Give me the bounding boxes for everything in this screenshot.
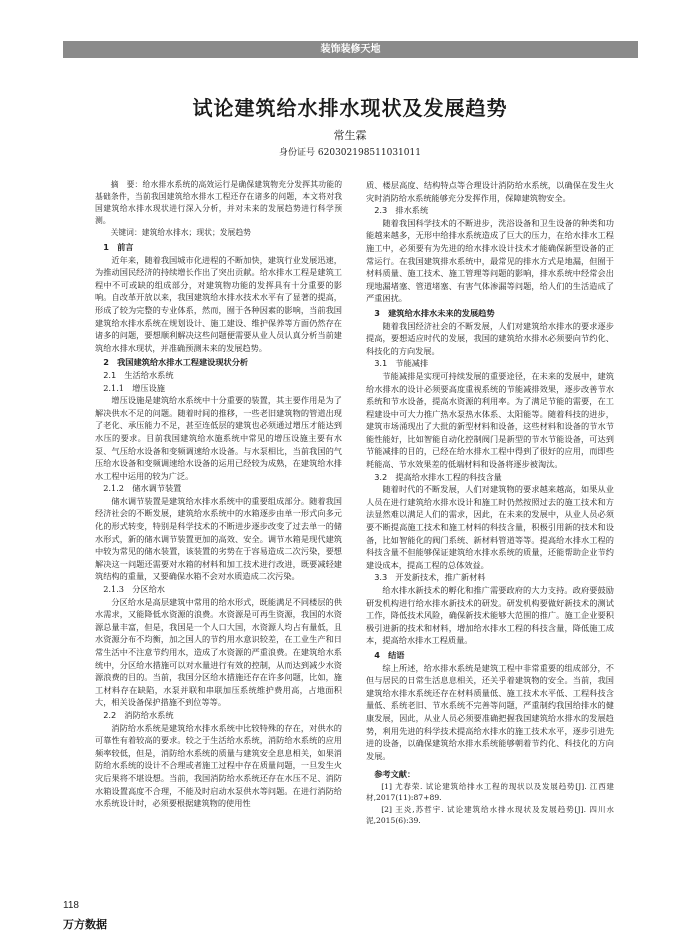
paragraph: 质、楼层高度、结构特点等合理设计消防给水系统，以确保在发生火灾时消防给水系统能够充分发挥作用，保障建筑物安全。 <box>366 180 614 203</box>
subsubsection-heading: 2.1.1 增压设施 <box>103 382 165 393</box>
paragraph: 随着时代的不断发展，人们对建筑物的要求越来越高，如果从业人员在进行建筑给水排水设计和施工时仍然按照过去的施工技术和方法显然难以满足人们的需求，因此，在未来的发展中，从业人员必须要不断提高施工技术和施工材料的科技含量，积极引用新的技术和设备，比如智能化的阀门系统、新材料管道等等。提高给水排水工程的科技含量不但能够保证建筑给水排水系统的质量，还能帮助企业节约建设成本，提高工程的总体效益。 <box>366 484 614 570</box>
paragraph: 储水调节装置是建筑给水排水系统中的重要组成部分。随着我国经济社会的不断发展，建筑给水系统中的水箱逐步由单一形式向多元化的形式转变，特别是科学技术的不断进步逐步改变了过去单一的储水形式，新的储水调节装置更加的高效、安全。调节水箱是现代建筑中较为常见的储水装置，该装置的劣势在于容易造成二次污染，要想解决这一问题还需要对水箱的材料和加工技术进行改进，既要减轻建筑结构的重量，又要确保水箱不会对水质造成二次污染。 <box>95 495 342 582</box>
publisher-logo: 万方数据 <box>63 918 107 931</box>
subsection-heading: 3.3 开发新技术，推广新材料 <box>374 572 486 583</box>
paragraph: 近年来，随着我国城市化进程的不断加快，建筑行业发展迅速，为推动国民经济的持续增长作出了突出贡献。给水排水工程是建筑工程中不可或缺的组成部分，对建筑物功能的发挥具有十分重要的影响。自改革开放以来，我国建筑给水排水技术水平有了显著的提高，形成了较为完整的专业体系，然而，囿于各种因素的影响，当前我国建筑给水排水系统在规划设计、施工建设、维护保养等方面仍然存在诸多的问题，要想顺利解决这些问题便需要从业人员认真分析当前建筑给水排水现状，并准确预测未来的发展趋势。 <box>95 254 342 353</box>
paragraph: 综上所述，给水排水系统是建筑工程中非常重要的组成部分，不但与居民的日常生活息息相关，还关乎着建筑物的安全。当前，我国建筑给水排水系统还存在材料质量低、施工技术水平低、工程科技含量低、系统老旧、节水系统不完善等问题，严重制约我国给排水的健康发展，因此，从业人员必须要准确把握我国建筑给水排水的发展趋势，利用先进的科学技术提高给水排水的施工技术水平，逐步引进先进的设备，以确保建筑给水排水系统能够朝着节约化、科技化的方向发展。 <box>366 662 614 761</box>
page-number: 118 <box>63 900 79 911</box>
subsubsection-heading: 2.1.2 储水调节装置 <box>103 483 182 494</box>
section-header: 装饰装修天地 <box>63 41 638 58</box>
paragraph: 增压设施是建筑给水系统中十分重要的装置，其主要作用是为了解决供水不足的问题。随着时间的推移，一些老旧建筑物的管道出现了老化、承压能力不足，甚至连低层的建筑也必须通过增压才能达到水压的要求。目前我国建筑给水施系统中常见的增压设施主要有水泵、气压给水设备和变频调速给水设备。与水泵相比，当前我国的气压给水设备和变频调速给水设备的运用已经较为成熟，在建筑给水排水工程中运用的较为广泛。 <box>95 395 342 481</box>
section-heading: 3 建筑给水排水未来的发展趋势 <box>374 307 495 318</box>
paragraph: 节能减排是实现可持续发展的重要途径，在未来的发展中，建筑给水排水的设计必须要高度重视系统的节能减排效果，逐步改善节水系统和节水设备，提高水资源的利用率。为了满足节能的需要，在工程建设中可大力推广热水泵热水体系、太阳能等。随着科技的进步，建筑市场涌现出了大批的新型材料和设备，这些材料和设备的节水节能性能好，比如智能自动化控制阀门是新型的节水节能设备，可达到节能减排的目的，已经在给水排水工程中得到了很好的应用，而即些耗能高、节水效果差的低端材料和设备将逐步被淘汰。 <box>366 370 614 470</box>
paragraph: 消防给水系统是建筑给水排水系统中比较特殊的存在，对供水的可靠性有着较高的要求。较之于生活给水系统，消防给水系统的应用频率较低，但是，消防给水系统的质量与建筑安全息息相关，如果消防给水系统的设计不合理或者施工过程中存在质量问题，一旦发生火灾后果将不堪设想。当前，我国消防给水系统还存在水压不足、消防水箱设置高度不合理，不能及时启动水泵供水等问题。在进行消防给水系统设计时，必须要根据建筑物的使用性 <box>95 722 342 809</box>
subsection-heading: 2.1 生活给水系统 <box>103 369 174 380</box>
keywords: 关键词：建筑给水排水；现状；发展趋势 <box>110 228 251 237</box>
author-id: 身份证号 620302198511031011 <box>279 148 421 158</box>
subsection-heading: 3.1 节能减排 <box>374 358 429 369</box>
references-heading: 参考文献： <box>374 769 416 780</box>
reference-item: [2] 王炎,苏哲宇. 试论建筑给水排水现状及发展趋势[J]. 四川水泥,2015(6):39. <box>366 804 614 826</box>
subsubsection-heading: 2.1.3 分区给水 <box>103 584 165 595</box>
article-title: 试论建筑给水排水现状及发展趋势 <box>192 96 508 120</box>
article-author: 常生霖 <box>333 129 367 142</box>
section-heading: 1 前言 <box>103 242 134 252</box>
abstract <box>95 179 342 239</box>
paragraph: 随着我国科学技术的不断进步，洗浴设备和卫生设备的种类和功能越来越多，无形中给排水系统造成了巨大的压力，在给水排水工程施工中，必须要有为先进的给水排水设计技术才能确保新型设备的正常运行。在我国建筑排水系统中，最常见的排水方式是地漏，但囿于材料质量、施工技术、施工管理等问题的影响，排水系统中经常会出现地漏堵塞、管道堵塞、有害气体渗漏等问题，给人们的生活造成了严重困扰。 <box>366 217 614 304</box>
left-column <box>95 179 342 810</box>
section-heading: 4 结语 <box>374 649 405 660</box>
paragraph: 随着我国经济社会的不断发展，人们对建筑给水排水的要求逐步提高，要想适应时代的发展，我国的建筑给水排水必须要向节约化、科技化的方向发展。 <box>366 320 614 356</box>
subsection-heading: 2.3 排水系统 <box>374 205 429 216</box>
section-heading: 2 我国建筑给水排水工程建设现状分析 <box>103 357 249 368</box>
paragraph: 分区给水是高层建筑中常用的给水形式，既能满足不同楼层的供水需求，又能降低水资源的浪费。水资源是可再生资源，我国的水资源总量丰富，但是，我国是一个人口大国，水资源人均占有量低，且水资源分布不均衡，加之国人的节约用水意识较差，在工业生产和日常生活中不注意节约用水，造成了水资源的严重浪费。在建筑给水系统中，分区给水措施可以对水量进行有效的控制，从而达到减少水资源浪费的目的。当前，我国分区给水措施还存在许多问题，比如，施工材料存在缺陷，水泵并联和串联加压系统维护费用高，占地面积大，相关设备保护措施不到位等等。 <box>95 596 342 708</box>
right-column <box>366 179 614 827</box>
abstract-text: 摘 要：给水排水系统的高效运行是确保建筑物充分发挥其功能的基础条件，当前我国建筑给水排水工程还存在诸多的问题，本文将对我国建筑给水排水现状进行深入分析，并对未来的发展趋势进行科学预测。 <box>95 180 342 225</box>
paragraph: 给水排水新技术的孵化和推广需要政府的大力支持。政府要鼓励研发机构进行给水排水新技术的研发。研发机构要做好新技术的测试工作，降低技术风险，确保新技术能够大范围的推广。施工企业要积极引进新的技术和材料，增加给水排水工程的科技含量，降低施工成本，提高给水排水工程质量。 <box>366 585 614 646</box>
reference-item: [1] 尤春荣. 试论建筑给排水工程的现状以及发展趋势[J]. 江西建材,2017(11):87+89. <box>366 781 614 803</box>
subsection-heading: 3.2 提高给水排水工程的科技含量 <box>374 471 502 482</box>
subsection-heading: 2.2 消防给水系统 <box>103 709 174 720</box>
